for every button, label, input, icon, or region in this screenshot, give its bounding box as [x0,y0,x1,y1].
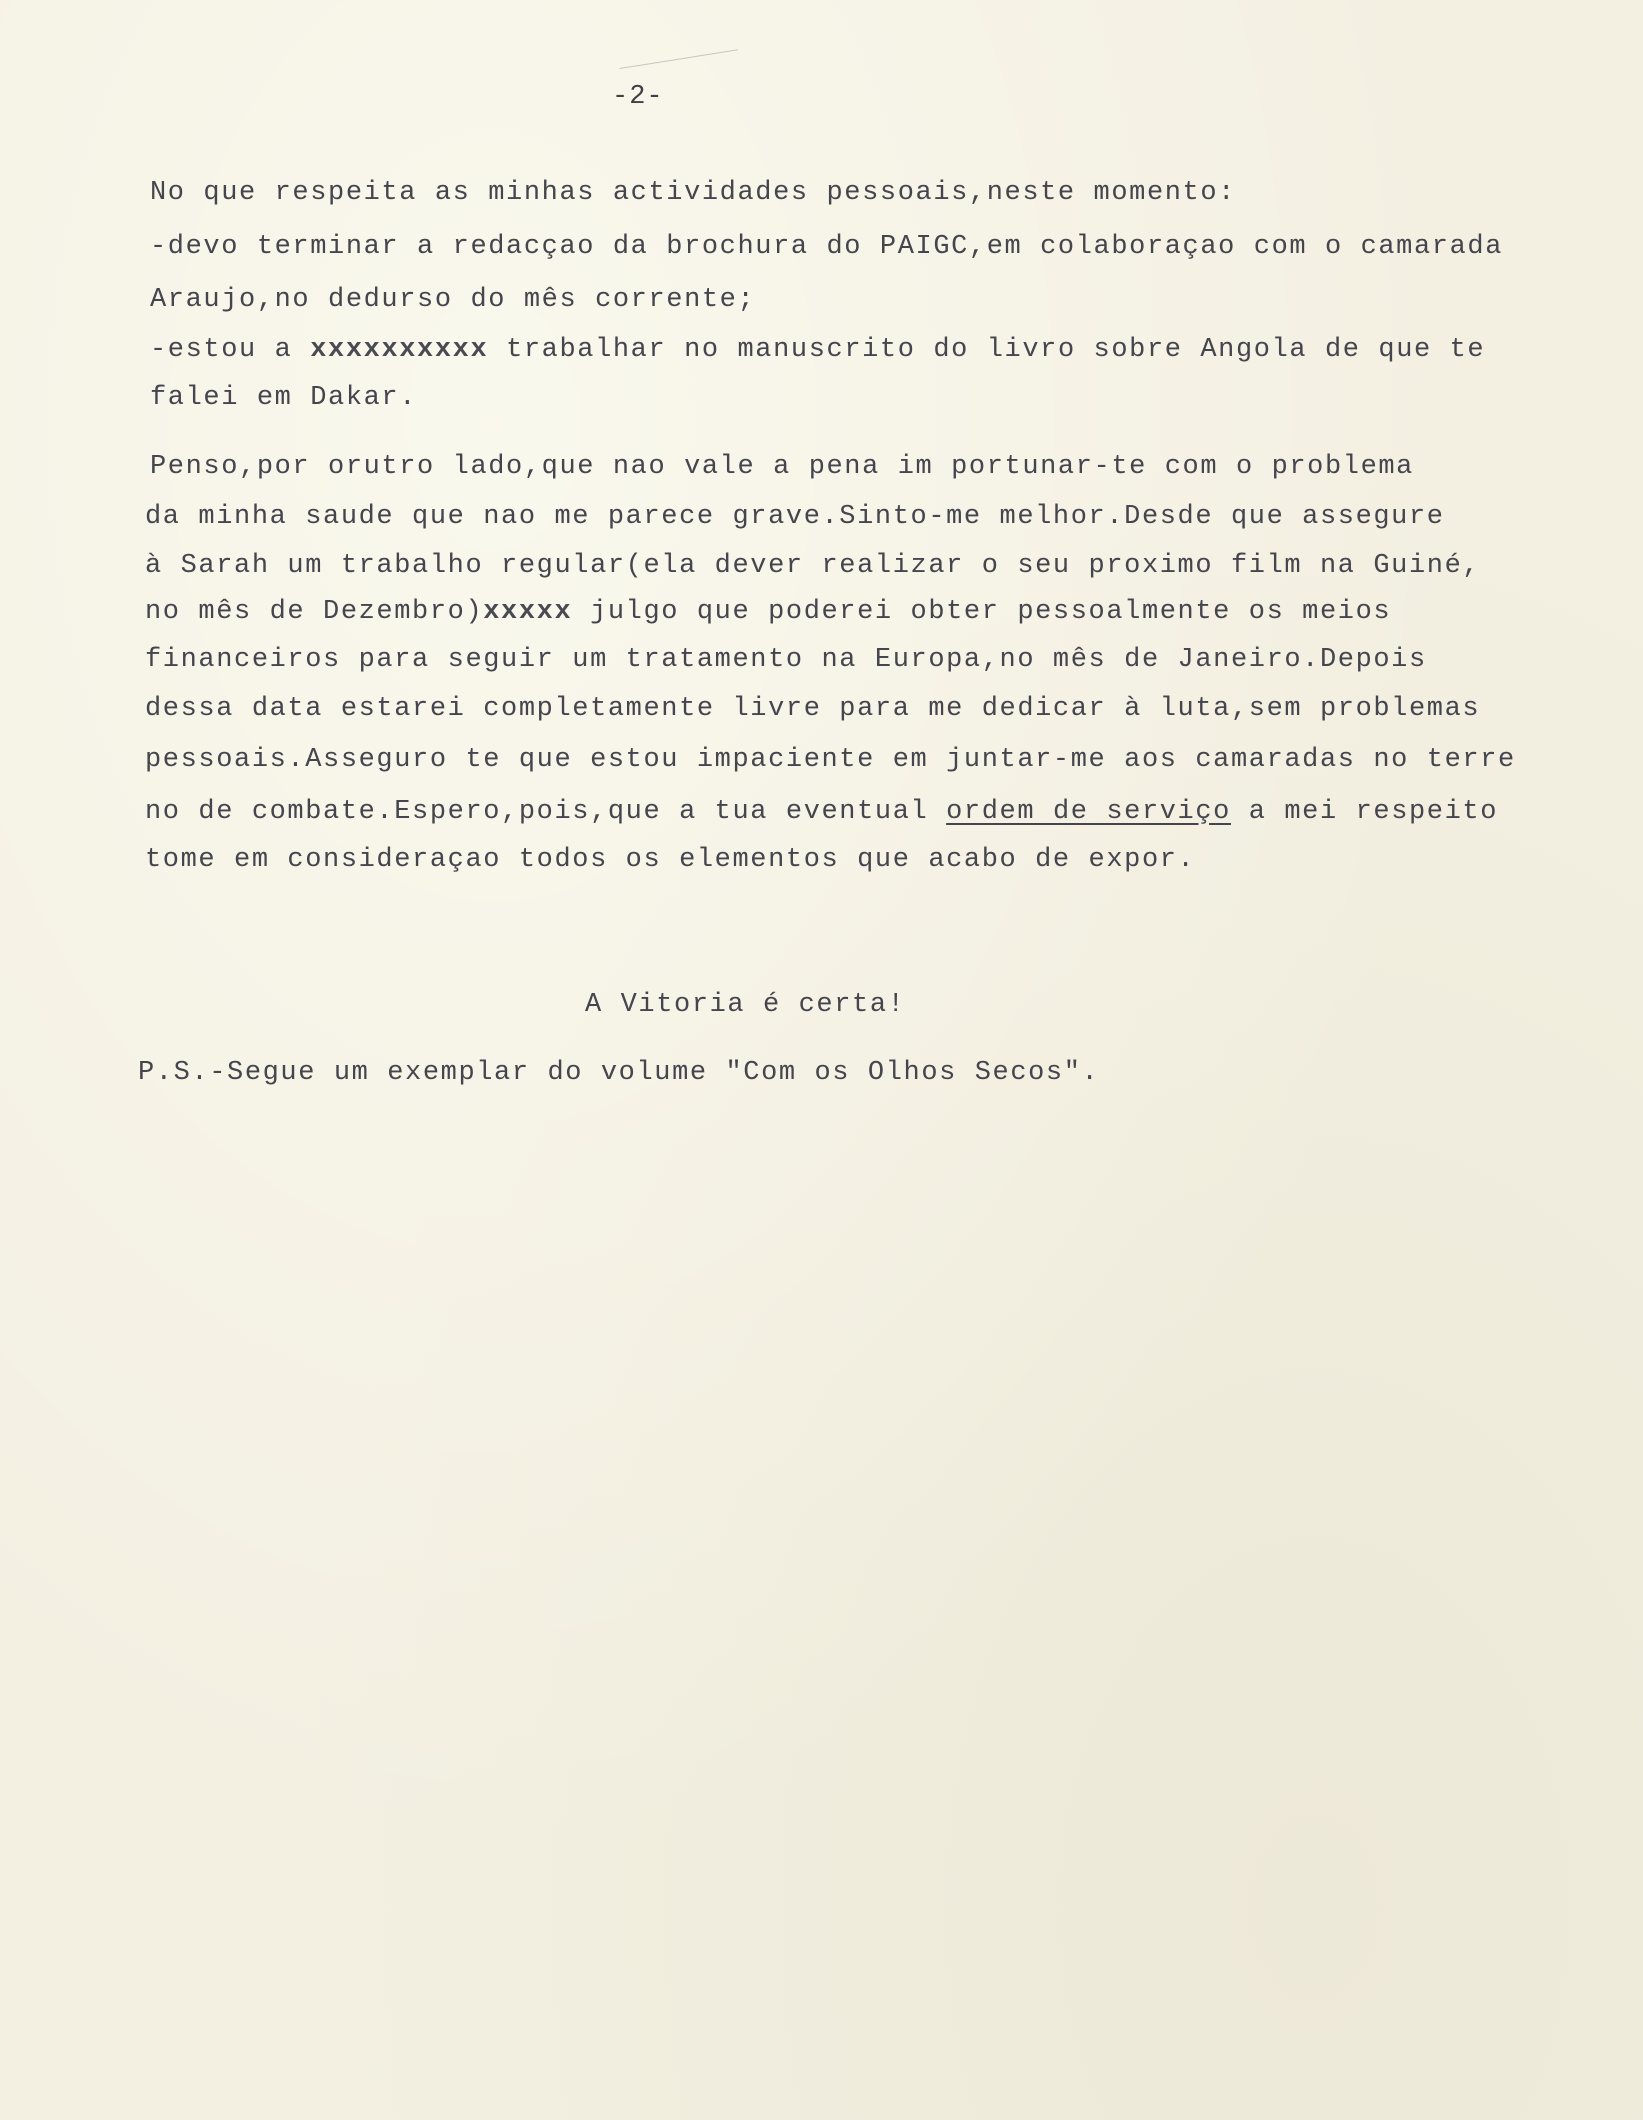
para2-line4 [145,597,1391,627]
page-number: -2- [612,82,664,112]
para1-line4 [150,335,1485,365]
para2-line1: Penso,por orutro lado,que nao vale a pena im portunar-te com o problema [150,452,1414,482]
para2-line2: da minha saude que nao me parece grave.Sinto-me melhor.Desde que assegure [145,502,1445,532]
para1-line1: No que respeita as minhas actividades pessoais,neste momento: [150,178,1236,208]
para1-line4-end: trabalhar no manuscrito do livro sobre Angola de que te [488,335,1486,365]
postscript: P.S.-Segue um exemplar do volume "Com os Olhos Secos". [138,1058,1100,1088]
para2-line5: financeiros para seguir um tratamento na Europa,no mês de Janeiro.Depois [145,645,1427,675]
para1-line4-start: -estou a [150,335,311,365]
para1-line5: falei em Dakar. [150,383,418,413]
para2-line9: tome em consideraçao todos os elementos que acabo de expor. [145,845,1196,875]
para2-line6: dessa data estarei completamente livre para me dedicar à luta,sem problemas [145,694,1481,724]
para2-line3: à Sarah um trabalho regular(ela dever realizar o seu proximo film na Guiné, [145,551,1481,581]
struck-out-word: xxxxx [483,597,573,627]
para2-line7: pessoais.Asseguro te que estou impaciente em juntar-me aos camaradas no terre [145,745,1516,775]
closing-line: A Vitoria é certa! [585,990,906,1020]
para2-line8-end: a mei respeito [1230,797,1499,827]
underlined-phrase: ordem de serviço [946,797,1231,827]
para2-line4-start: no mês de Dezembro) [145,597,484,627]
para1-line3: Araujo,no dedurso do mês corrente; [150,285,756,315]
para1-line2: -devo terminar a redacçao da brochura do PAIGC,em colaboraçao com o camarada [150,232,1503,262]
pencil-mark [619,49,739,77]
para2-line8 [145,797,1498,827]
para2-line8-start: no de combate.Espero,pois,que a tua eventual [145,797,947,827]
struck-out-word: xxxxxxxxxx [310,335,489,365]
para2-line4-end: julgo que poderei obter pessoalmente os meios [572,597,1392,627]
